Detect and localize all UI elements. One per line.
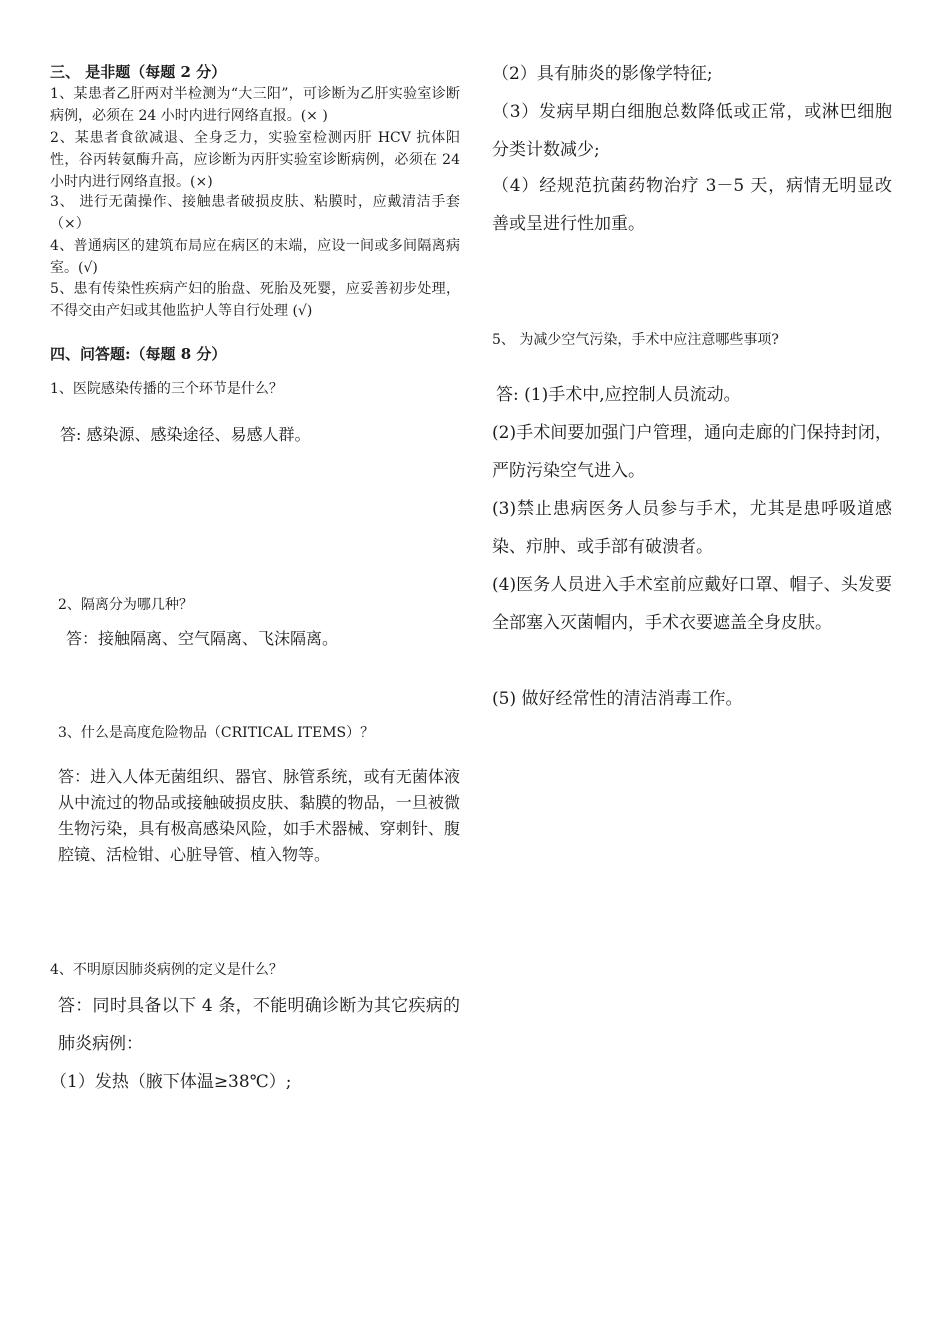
question-2: 2、隔离分为哪几种？ bbox=[58, 597, 193, 613]
answer-4-item-3: （3）发病早期白细胞总数降低或正常，或淋巴细胞分类计数减少; bbox=[492, 102, 892, 160]
true-false-item-3: 3、 进行无菌操作、接触患者破损皮肤、粘膜时，应戴清洁手套（×） bbox=[50, 194, 460, 232]
true-false-item-5: 5、患有传染性疾病产妇的胎盘、死胎及死婴，应妥善初步处理，不得交由产妇或其他监护人等自行处理 (√) bbox=[50, 281, 460, 319]
answer-4-item-4: （4）经规范抗菌药物治疗 3－5 天，病情无明显改善或呈进行性加重。 bbox=[492, 176, 892, 234]
question-3: 3、什么是高度危险物品（CRITICAL ITEMS）？ bbox=[58, 725, 375, 741]
section-3-title: 三、 是非题（每题 2 分） bbox=[50, 63, 227, 81]
answer-4-item-1: （1）发热（腋下体温≥38℃）; bbox=[50, 1072, 292, 1092]
answer-4-item-2: （2）具有肺炎的影像学特征; bbox=[492, 64, 713, 84]
question-4: 4、不明原因肺炎病例的定义是什么？ bbox=[50, 962, 283, 978]
answer-1: 答: 感染源、感染途径、易感人群。 bbox=[60, 425, 311, 444]
answer-4-intro: 答：同时具备以下 4 条，不能明确诊断为其它疾病的肺炎病例： bbox=[58, 996, 460, 1054]
question-5: 5、 为减少空气污染，手术中应注意哪些事项? bbox=[492, 332, 779, 348]
answer-2: 答：接触隔离、空气隔离、飞沫隔离。 bbox=[66, 629, 339, 648]
answer-5-item-4: (4)医务人员进入手术室前应戴好口罩、帽子、头发要全部塞入灭菌帽内，手术衣要遮盖全身皮肤。 bbox=[492, 575, 892, 633]
answer-5-item-1: 答: (1)手术中,应控制人员流动。 bbox=[496, 385, 741, 405]
section-4-title: 四、问答题:（每题 8 分） bbox=[50, 345, 227, 363]
answer-5-item-5: (5) 做好经常性的清洁消毒工作。 bbox=[492, 689, 743, 709]
question-1: 1、医院感染传播的三个环节是什么？ bbox=[50, 381, 283, 397]
true-false-item-4: 4、普通病区的建筑布局应在病区的末端，应设一间或多间隔离病室。(√) bbox=[50, 238, 460, 276]
answer-5-item-3: (3)禁止患病医务人员参与手术，尤其是患呼吸道感染、疖肿、或手部有破溃者。 bbox=[492, 499, 892, 557]
true-false-item-1: 1、某患者乙肝两对半检测为“大三阳”，可诊断为乙肝实验室诊断病例，必须在 24 小时内进行网络直报。(× ) bbox=[50, 86, 460, 124]
true-false-item-2: 2、某患者食欲减退、全身乏力，实验室检测丙肝 HCV 抗体阳性，谷丙转氨酶升高，应诊断为丙肝实验室诊断病例，必须在 24 小时内进行网络直报。(×) bbox=[50, 130, 460, 190]
answer-3: 答：进入人体无菌组织、器官、脉管系统，或有无菌体液从中流过的物品或接触破损皮肤、黏膜的物品，一旦被微生物污染，具有极高感染风险，如手术器械、穿刺针、腹腔镜、活检钳、心脏导管、植入物等。 bbox=[58, 767, 460, 864]
answer-5-item-2: (2)手术间要加强门户管理，通向走廊的门保持封闭，严防污染空气进入。 bbox=[492, 423, 892, 481]
